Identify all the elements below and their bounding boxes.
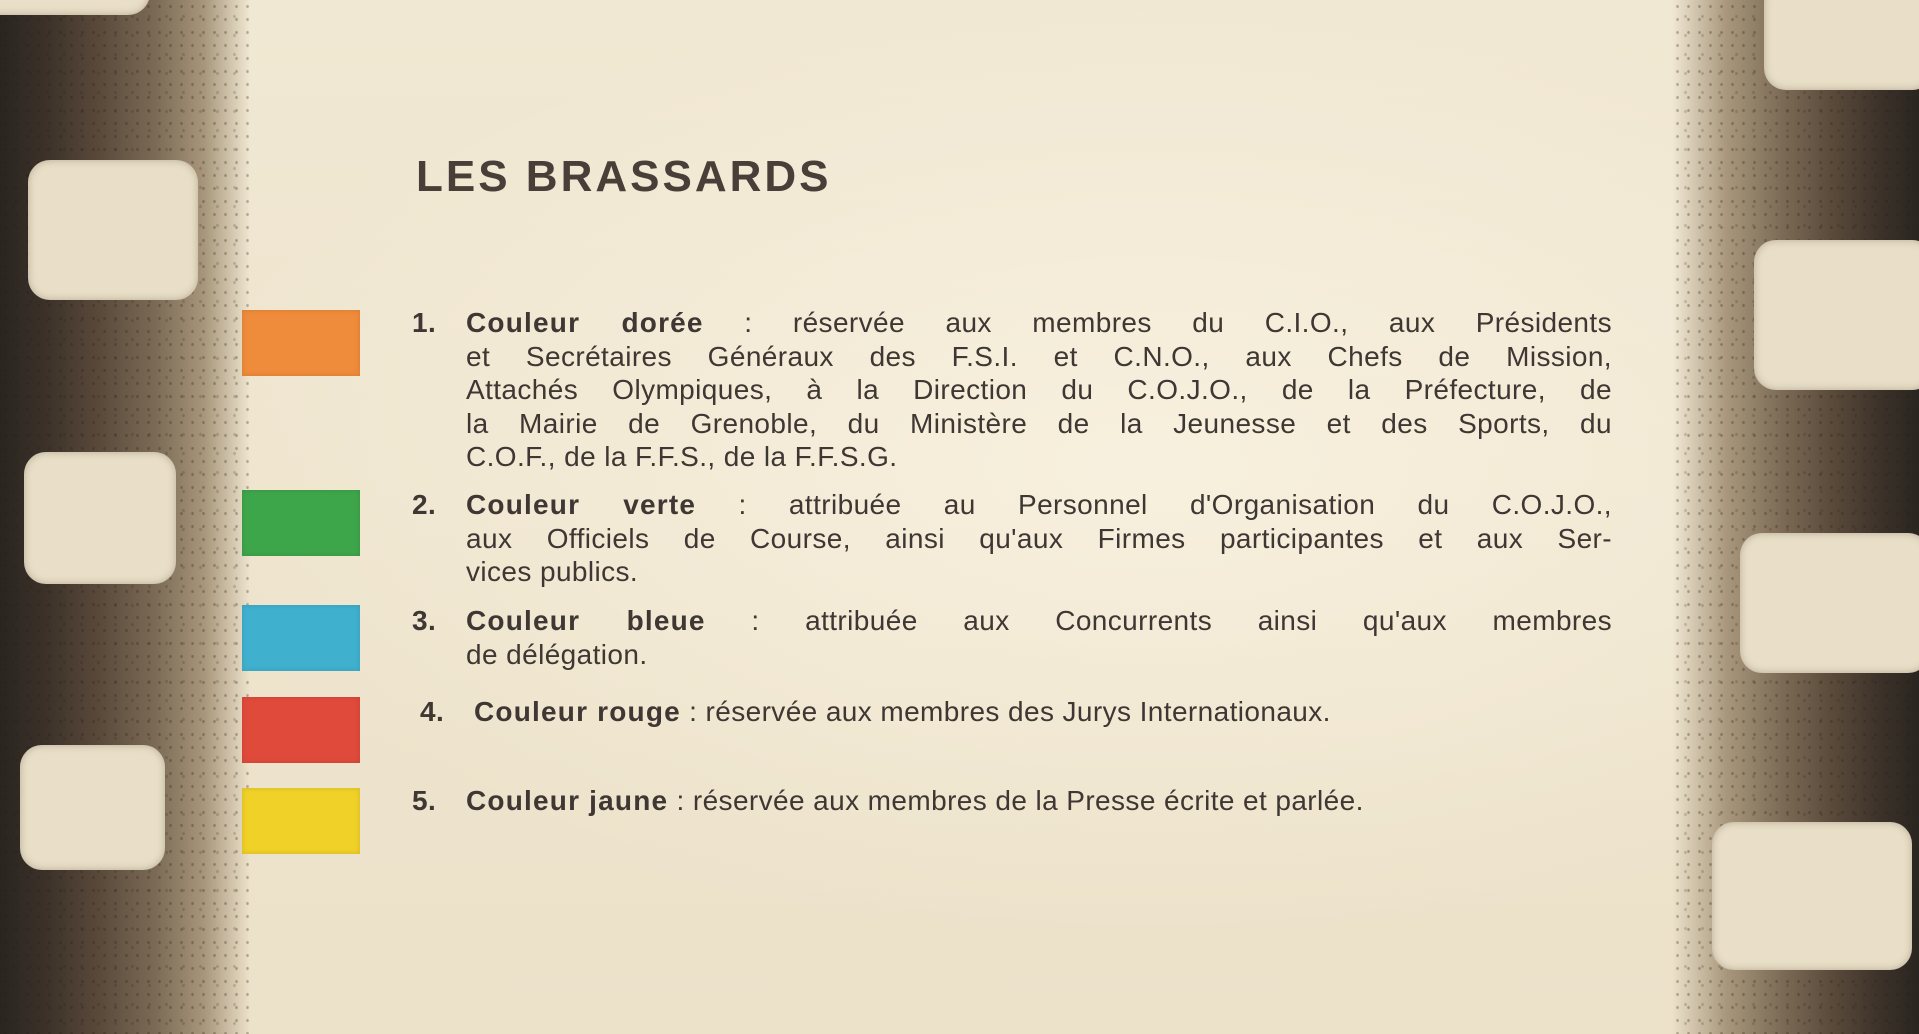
entry-line: vices publics. — [466, 556, 639, 587]
sprocket-hole — [1754, 240, 1919, 390]
entry-number: 1. — [412, 307, 437, 338]
swatch-yellow — [242, 788, 360, 854]
page-title: LES BRASSARDS — [416, 152, 832, 201]
entry-line: : attribuée aux Concurrents ainsi qu'aux membres — [751, 605, 1613, 636]
entry-green — [412, 488, 1612, 589]
entry-line: la Mairie de Grenoble, du Ministère de la Jeunesse et des Sports, du — [466, 407, 1612, 439]
entry-line: de délégation. — [466, 638, 648, 670]
swatch-green — [242, 490, 360, 556]
swatch-gold — [242, 310, 360, 376]
entry-number: 3. — [412, 605, 437, 636]
entry-label: Couleur jaune — [466, 785, 669, 816]
entry-label: Couleur dorée — [466, 307, 704, 338]
entry-line: C.O.F., de la F.F.S., de la F.F.S.G. — [466, 441, 898, 472]
entry-line: : réservée aux membres du C.I.O., aux Présidents — [744, 307, 1612, 338]
entry-number: 5. — [412, 785, 437, 816]
entry-line: Attachés Olympiques, à la Direction du C.O.J.O., de la Préfecture, de — [466, 374, 1612, 405]
entry-line: et Secrétaires Généraux des F.S.I. et C.N.O., aux Chefs de Mission, — [466, 340, 1612, 372]
swatch-red — [242, 697, 360, 763]
entry-line: : réservée aux membres de la Presse écrite et parlée. — [676, 785, 1364, 816]
entry-line: : réservée aux membres des Jurys Internationaux. — [689, 696, 1331, 727]
sprocket-hole — [20, 745, 165, 870]
sprocket-hole — [24, 452, 176, 584]
sprocket-hole — [0, 0, 150, 15]
entry-yellow — [412, 784, 1612, 818]
swatch-blue — [242, 605, 360, 671]
sprocket-hole — [28, 160, 198, 300]
film-strip-right — [1672, 0, 1919, 1034]
entry-blue — [412, 604, 1612, 671]
entry-label: Couleur verte — [466, 489, 697, 520]
entry-line: : attribuée au Personnel d'Organisation du C.O.J.O., — [738, 489, 1612, 520]
entry-number: 2. — [412, 489, 437, 520]
entry-gold — [412, 306, 1612, 474]
entry-number: 4. — [420, 696, 445, 727]
film-strip-left — [0, 0, 250, 1034]
entry-red — [420, 695, 1620, 729]
entry-label: Couleur bleue — [466, 605, 706, 636]
sprocket-hole — [1712, 822, 1912, 970]
sprocket-hole — [1740, 533, 1919, 673]
entry-label: Couleur rouge — [474, 696, 681, 727]
sprocket-hole — [1764, 0, 1919, 90]
entry-line: aux Officiels de Course, ainsi qu'aux Firmes participantes et aux Ser- — [466, 522, 1612, 554]
